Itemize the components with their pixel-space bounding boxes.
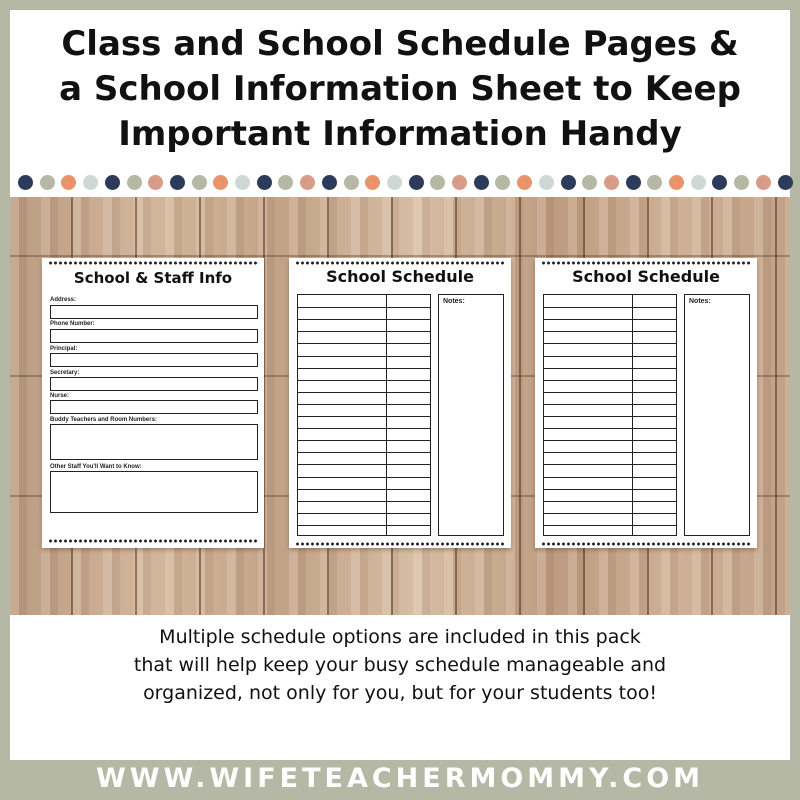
field-box-secretary	[50, 377, 258, 391]
grid-row-line	[544, 319, 676, 320]
decorative-dot-row	[10, 175, 790, 195]
grid-row-line	[298, 452, 430, 453]
frame-left	[0, 0, 10, 760]
decorative-dot	[582, 175, 597, 190]
schedule-sheet-title: School Schedule	[572, 267, 720, 286]
grid-row-line	[298, 343, 430, 344]
decorative-dot	[257, 175, 272, 190]
decorative-dot	[452, 175, 467, 190]
grid-row-line	[544, 368, 676, 369]
field-label-address: Address:	[50, 297, 77, 303]
grid-row-line	[298, 464, 430, 465]
decorative-dot	[61, 175, 76, 190]
caption-line-2: that will help keep your busy schedule manageable and	[133, 654, 667, 676]
grid-row-line	[298, 356, 430, 357]
decorative-dot	[430, 175, 445, 190]
decorative-dot	[517, 175, 532, 190]
field-box-address	[50, 305, 258, 319]
grid-row-line	[298, 404, 430, 405]
title-line-3: Important Information Handy	[118, 114, 682, 154]
grid-row-line	[298, 440, 430, 441]
schedule-grid	[543, 294, 677, 536]
grid-row-line	[298, 368, 430, 369]
decorative-dot	[778, 175, 793, 190]
decorative-dot	[474, 175, 489, 190]
grid-row-line	[544, 477, 676, 478]
frame-right	[790, 0, 800, 760]
field-label-other-staff: Other Staff You'll Want to Know:	[50, 464, 142, 470]
notes-label: Notes:	[443, 298, 465, 305]
grid-row-line	[544, 416, 676, 417]
decorative-dot	[105, 175, 120, 190]
page-title	[10, 22, 790, 157]
grid-row-line	[298, 416, 430, 417]
grid-column-line	[386, 295, 387, 535]
grid-row-line	[544, 307, 676, 308]
title-line-1: Class and School Schedule Pages &	[61, 24, 739, 64]
decorative-dot	[278, 175, 293, 190]
decorative-dot	[213, 175, 228, 190]
decorative-dot	[756, 175, 771, 190]
decorative-dot	[170, 175, 185, 190]
caption-line-3: organized, not only for you, but for your students too!	[143, 682, 657, 704]
notes-label: Notes:	[689, 298, 711, 305]
grid-row-line	[544, 392, 676, 393]
grid-row-line	[298, 525, 430, 526]
field-label-buddy-teachers: Buddy Teachers and Room Numbers:	[50, 417, 157, 423]
grid-row-line	[298, 307, 430, 308]
grid-row-line	[544, 489, 676, 490]
grid-row-line	[298, 477, 430, 478]
title-line-2: a School Information Sheet to Keep	[59, 69, 741, 109]
schedule-grid	[297, 294, 431, 536]
field-label-nurse: Nurse:	[50, 393, 70, 399]
top-dotted-border	[48, 261, 258, 265]
grid-row-line	[544, 501, 676, 502]
decorative-dot	[561, 175, 576, 190]
grid-row-line	[298, 380, 430, 381]
grid-row-line	[544, 525, 676, 526]
decorative-dot	[604, 175, 619, 190]
grid-row-line	[544, 380, 676, 381]
decorative-dot	[18, 175, 33, 190]
decorative-dot	[192, 175, 207, 190]
bottom-dotted-border	[541, 542, 751, 546]
decorative-dot	[669, 175, 684, 190]
decorative-dot	[83, 175, 98, 190]
grid-row-line	[298, 489, 430, 490]
field-label-principal: Principal:	[50, 346, 78, 352]
caption-area	[10, 615, 790, 760]
grid-row-line	[544, 513, 676, 514]
grid-row-line	[544, 428, 676, 429]
top-dotted-border	[295, 261, 505, 265]
decorative-dot	[148, 175, 163, 190]
bottom-dotted-border	[295, 542, 505, 546]
decorative-dot	[409, 175, 424, 190]
top-dotted-border	[541, 261, 751, 265]
grid-row-line	[544, 404, 676, 405]
grid-row-line	[298, 392, 430, 393]
decorative-dot	[300, 175, 315, 190]
field-box-buddy-teachers	[50, 424, 258, 460]
field-box-principal	[50, 353, 258, 367]
grid-row-line	[298, 319, 430, 320]
field-box-nurse	[50, 400, 258, 414]
grid-row-line	[298, 428, 430, 429]
frame-top	[0, 0, 800, 10]
schedule-sheet-title: School Schedule	[326, 267, 474, 286]
decorative-dot	[387, 175, 402, 190]
caption-text	[10, 623, 790, 707]
decorative-dot	[40, 175, 55, 190]
decorative-dot	[495, 175, 510, 190]
decorative-dot	[626, 175, 641, 190]
decorative-dot	[235, 175, 250, 190]
school-staff-info-sheet	[42, 258, 264, 548]
field-label-phone: Phone Number:	[50, 321, 95, 327]
bottom-dotted-border	[48, 539, 258, 543]
decorative-dot	[127, 175, 142, 190]
footer-bar	[0, 760, 800, 800]
grid-row-line	[544, 343, 676, 344]
decorative-dot	[647, 175, 662, 190]
notes-box	[684, 294, 750, 536]
grid-row-line	[298, 513, 430, 514]
school-schedule-sheet-1	[289, 258, 511, 548]
grid-row-line	[544, 356, 676, 357]
grid-column-line	[632, 295, 633, 535]
grid-row-line	[298, 331, 430, 332]
grid-row-line	[544, 331, 676, 332]
field-box-phone	[50, 329, 258, 343]
field-label-secretary: Secretary:	[50, 370, 80, 376]
header	[10, 10, 790, 200]
decorative-dot	[344, 175, 359, 190]
grid-row-line	[298, 501, 430, 502]
grid-row-line	[544, 440, 676, 441]
grid-row-line	[544, 452, 676, 453]
decorative-dot	[539, 175, 554, 190]
field-box-other-staff	[50, 471, 258, 513]
website-url: WWW.WIFETEACHERMOMMY.COM	[95, 763, 705, 794]
decorative-dot	[712, 175, 727, 190]
caption-line-1: Multiple schedule options are included in this pack	[159, 626, 641, 648]
decorative-dot	[322, 175, 337, 190]
notes-box	[438, 294, 504, 536]
school-schedule-sheet-2	[535, 258, 757, 548]
grid-row-line	[544, 464, 676, 465]
decorative-dot	[734, 175, 749, 190]
info-sheet-title: School & Staff Info	[73, 269, 233, 287]
decorative-dot	[691, 175, 706, 190]
decorative-dot	[365, 175, 380, 190]
